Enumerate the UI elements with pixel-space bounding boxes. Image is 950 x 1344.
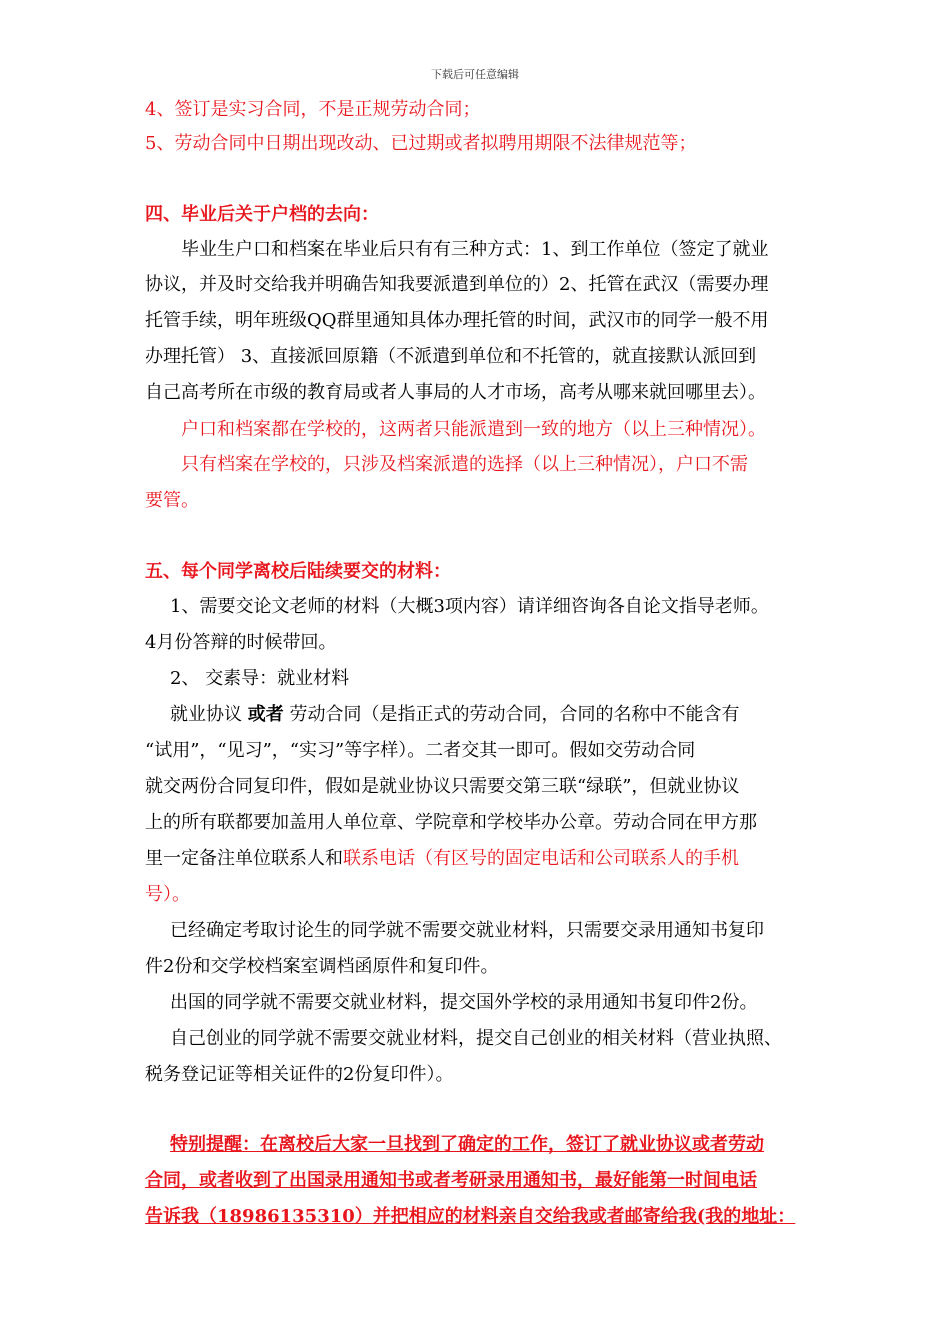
text-line: 4、签订是实习合同，不是正规劳动合同； bbox=[145, 99, 481, 120]
text-line: 办理托管） 3、直接派回原籍（不派遣到单位和不托管的，就直接默认派回到 bbox=[145, 346, 757, 367]
text-line: 2、 交素导：就业材料 bbox=[170, 668, 350, 689]
text-line: 已经确定考取讨论生的同学就不需要交就业材料，只需要交录用通知书复印 bbox=[170, 920, 764, 941]
text-line: 上的所有联都要加盖用人单位章、学院章和学校毕办公章。劳动合同在甲方那 bbox=[145, 812, 757, 833]
reminder-line: 合同，或者收到了出国录用通知书或者考研录用通知书，最好能第一时间电话 bbox=[145, 1170, 757, 1191]
text-line: 毕业生户口和档案在毕业后只有有三种方式：1、到工作单位（签定了就业 bbox=[181, 239, 769, 260]
reminder-line: 告诉我（18986135310）并把相应的材料亲自交给我或者邮寄给我(我的地址： bbox=[145, 1206, 796, 1227]
text-line: 自己高考所在市级的教育局或者人事局的人才市场，高考从哪来就回哪里去）。 bbox=[145, 382, 766, 403]
text-segment: 里一定备注单位联系人和 bbox=[145, 848, 343, 869]
text-line: 号）。 bbox=[145, 884, 190, 905]
text-line: 就交两份合同复印件，假如是就业协议只需要交第三联“绿联”，但就业协议 bbox=[145, 776, 740, 797]
text-line: 4月份答辩的时候带回。 bbox=[145, 632, 337, 653]
reminder-line: 特别提醒：在离校后大家一旦找到了确定的工作，签订了就业协议或者劳动 bbox=[170, 1134, 764, 1155]
text-segment: 就业协议 bbox=[170, 704, 248, 725]
text-line: 只有档案在学校的，只涉及档案派遣的选择（以上三种情况），户口不需 bbox=[181, 454, 748, 475]
text-line: 托管手续，明年班级QQ群里通知具体办理托管的时间，武汉市的同学一般不用 bbox=[145, 310, 769, 331]
text-line: 自己创业的同学就不需要交就业材料，提交自己创业的相关材料（营业执照、 bbox=[170, 1028, 782, 1049]
text-line bbox=[145, 846, 739, 872]
text-line: 税务登记证等相关证件的2份复印件）。 bbox=[145, 1064, 454, 1085]
emphasis-text: 或者 bbox=[247, 704, 284, 725]
section-heading: 五、每个同学离校后陆续要交的材料： bbox=[145, 561, 451, 582]
text-line: 要管。 bbox=[145, 490, 199, 511]
text-line: 协议，并及时交给我并明确告知我要派遣到单位的）2、托管在武汉（需要办理 bbox=[145, 274, 769, 295]
text-segment: 劳动合同（是指正式的劳动合同，合同的名称中不能含有 bbox=[283, 704, 740, 725]
text-line: 出国的同学就不需要交就业材料，提交国外学校的录用通知书复印件2份。 bbox=[170, 992, 758, 1013]
section-heading: 四、毕业后关于户档的去向： bbox=[145, 204, 379, 225]
text-line: 件2份和交学校档案室调档函原件和复印件。 bbox=[145, 956, 499, 977]
text-line: 5、劳动合同中日期出现改动、已过期或者拟聘用期限不法律规范等； bbox=[145, 133, 697, 154]
text-line: 1、需要交论文老师的材料（大概3项内容）请详细咨询各自论文指导老师。 bbox=[170, 596, 769, 617]
highlight-text: 联系电话（有区号的固定电话和公司联系人的手机 bbox=[343, 848, 739, 869]
text-line: “试用”，“见习”，“实习”等字样）。二者交其一即可。假如交劳动合同 bbox=[145, 740, 696, 761]
text-line bbox=[170, 702, 739, 728]
page-header: 下载后可任意编辑 bbox=[431, 68, 519, 81]
text-line: 户口和档案都在学校的，这两者只能派遣到一致的地方（以上三种情况）。 bbox=[181, 419, 766, 440]
